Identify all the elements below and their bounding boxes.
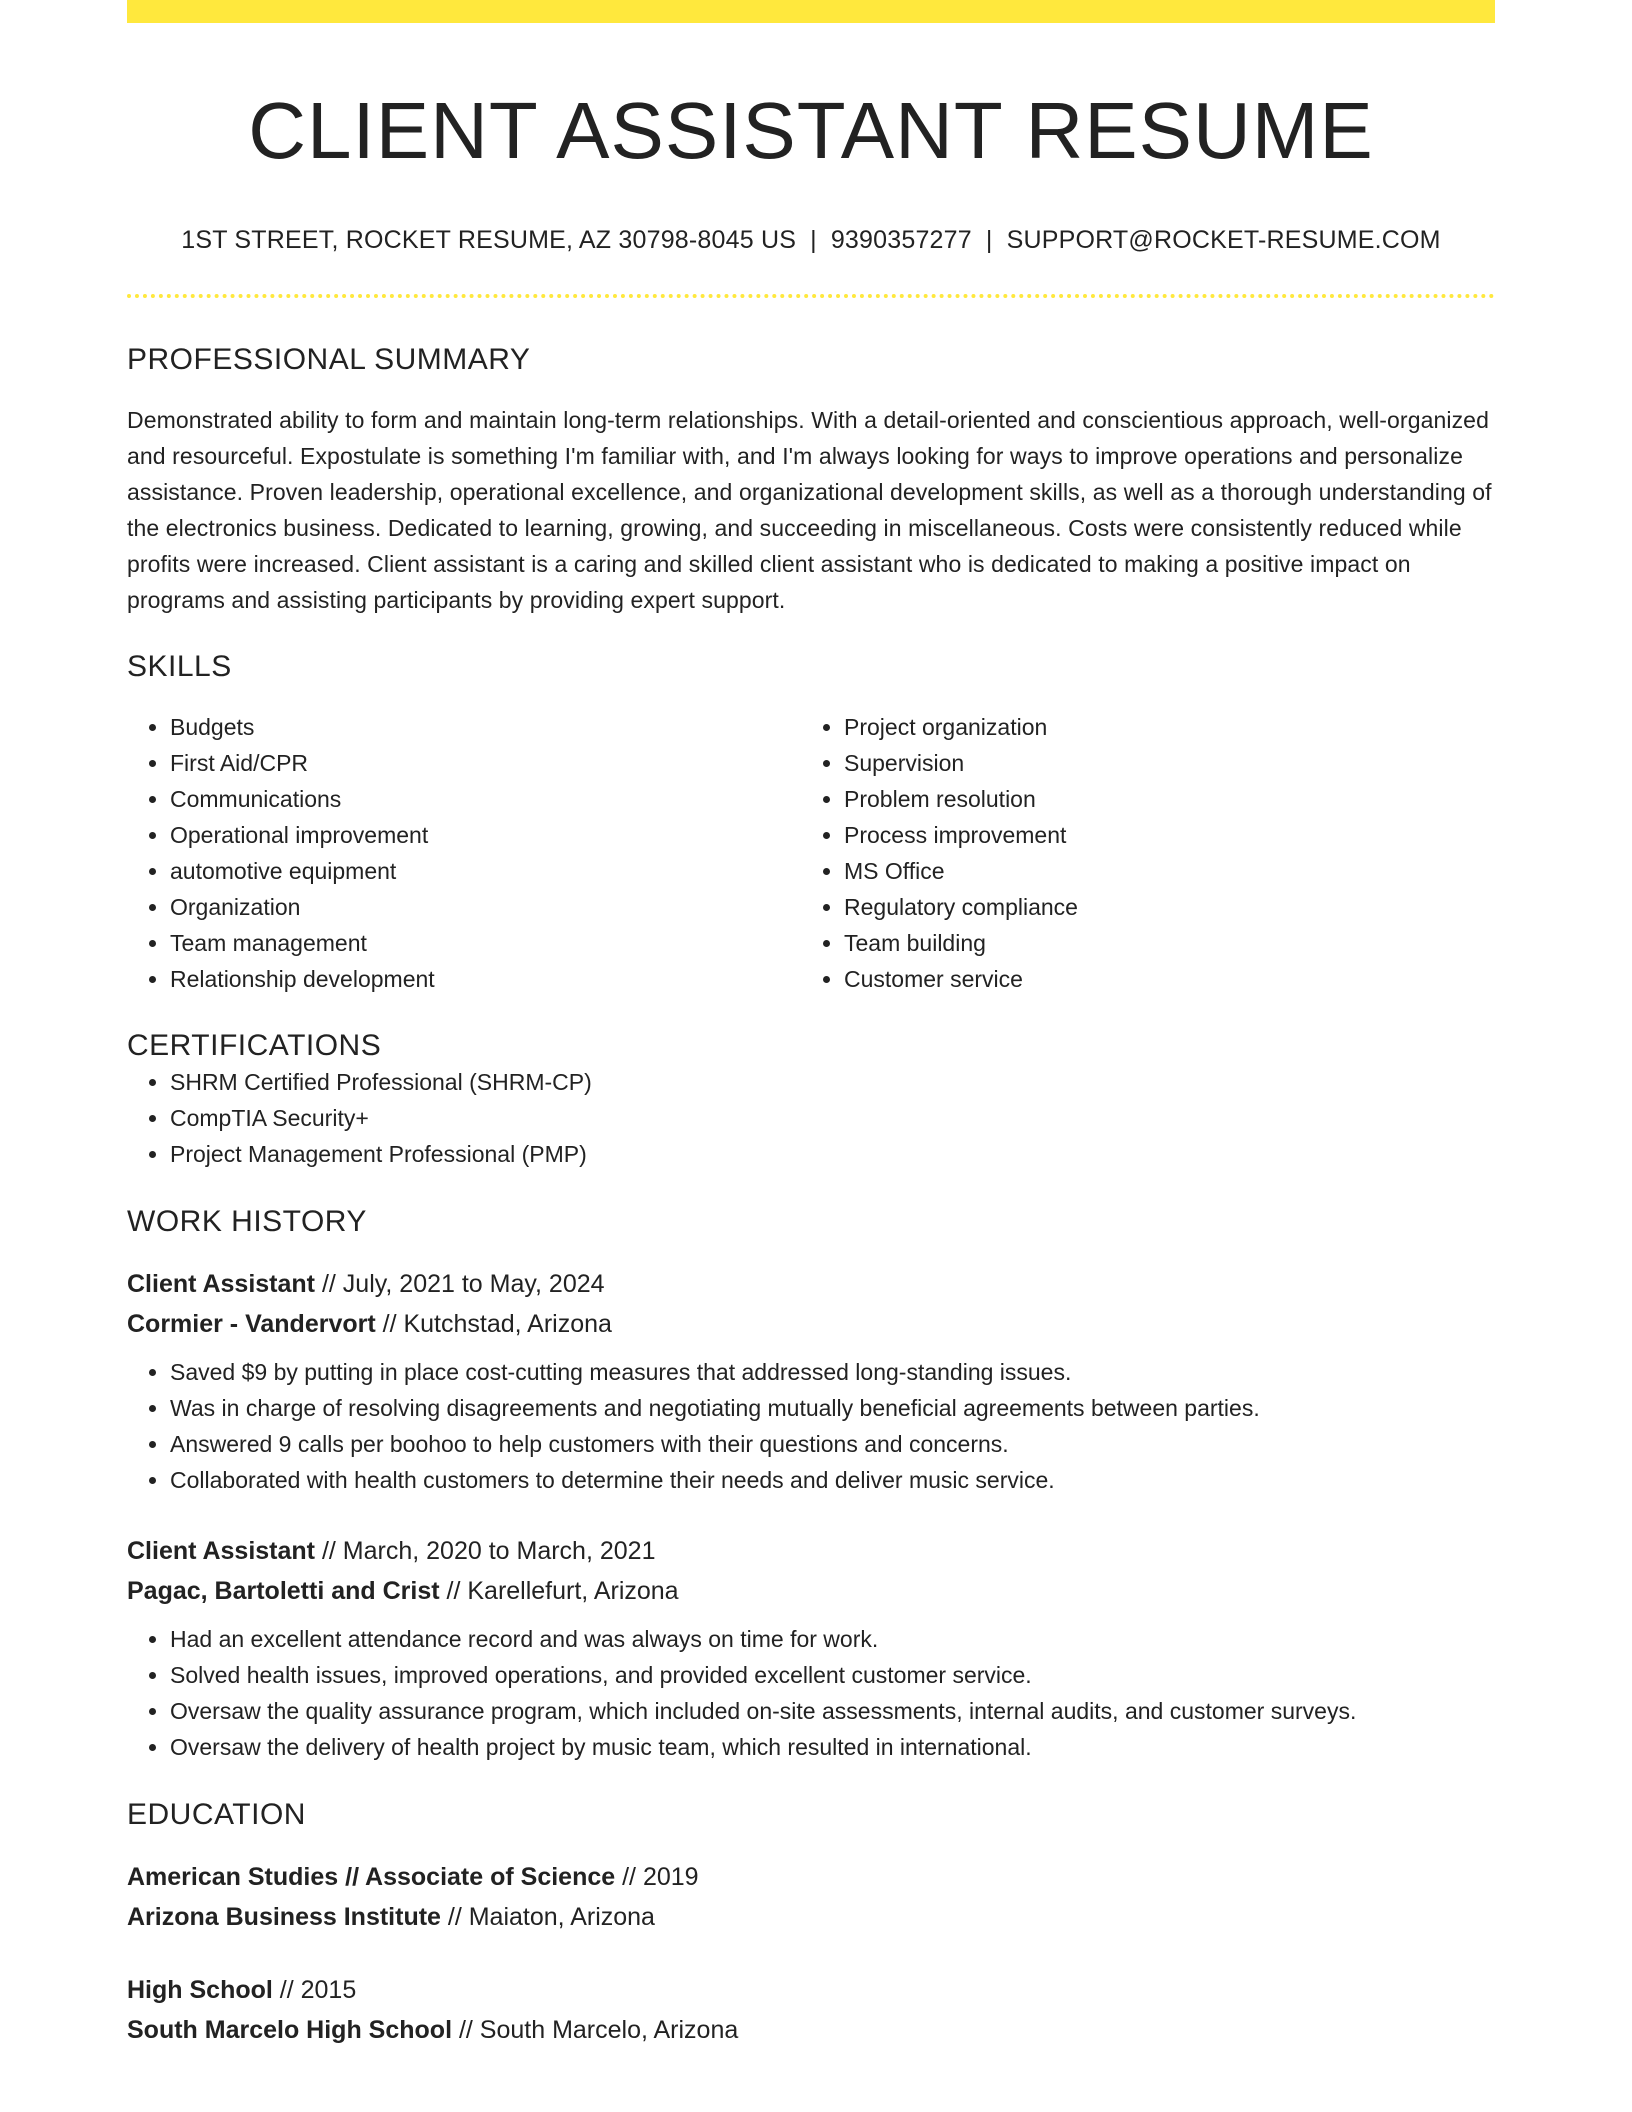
job-company: Cormier - Vandervort: [127, 1310, 376, 1338]
dotted-divider: [127, 294, 1495, 298]
resume-title: CLIENT ASSISTANT RESUME: [248, 86, 1374, 175]
education-school-line: [127, 2010, 1495, 2050]
contact-line: [127, 225, 1495, 255]
education-location: // South Marcelo, Arizona: [452, 2016, 739, 2044]
job-dates: // July, 2021 to May, 2024: [315, 1270, 605, 1298]
work-history-heading: WORK HISTORY: [127, 1205, 367, 1238]
job-bullets: [127, 1621, 1495, 1765]
skill-item: • Problem resolution: [844, 781, 1475, 817]
education-school-line: [127, 1897, 1495, 1937]
skill-item: • Process improvement: [844, 817, 1475, 853]
job-bullet: • Oversaw the delivery of health project by music team, which resulted in international.: [170, 1729, 1495, 1765]
job-bullets: [127, 1354, 1495, 1498]
certification-item: • SHRM Certified Professional (SHRM-CP): [170, 1064, 1495, 1100]
skills-right-column: [801, 709, 1475, 997]
skill-item: • Customer service: [844, 961, 1475, 997]
education-school: South Marcelo High School: [127, 2016, 453, 2044]
contact-address: 1ST STREET, ROCKET RESUME, AZ 30798-8045 US: [181, 226, 797, 254]
skill-item: • Relationship development: [170, 961, 801, 997]
education-degree-line: [127, 1857, 1495, 1897]
contact-phone: 9390357277: [830, 226, 972, 254]
education-year: // 2019: [615, 1863, 699, 1891]
skill-item: • Supervision: [844, 745, 1475, 781]
skills-heading: SKILLS: [127, 650, 232, 683]
job-bullet: • Collaborated with health customers to determine their needs and deliver music service.: [170, 1462, 1495, 1498]
job-title: Client Assistant: [127, 1270, 316, 1298]
job-company-line: [127, 1304, 1495, 1344]
skill-item: • Budgets: [170, 709, 801, 745]
job-bullet: • Was in charge of resolving disagreements and negotiating mutually beneficial agreements between parties.: [170, 1390, 1495, 1426]
skill-item: • Communications: [170, 781, 801, 817]
skills-left-column: [127, 709, 801, 997]
skill-item: • Project organization: [844, 709, 1475, 745]
job-dates: // March, 2020 to March, 2021: [315, 1537, 656, 1565]
skill-item: • automotive equipment: [170, 853, 801, 889]
education-entry: [127, 1857, 1495, 1937]
education-degree: High School: [127, 1976, 273, 2004]
skill-item: • Team management: [170, 925, 801, 961]
skill-item: • First Aid/CPR: [170, 745, 801, 781]
job-location: // Kutchstad, Arizona: [375, 1310, 612, 1338]
education-degree-line: [127, 1970, 1495, 2010]
skill-item: • Regulatory compliance: [844, 889, 1475, 925]
job-title: Client Assistant: [127, 1537, 316, 1565]
skill-item: • Organization: [170, 889, 801, 925]
certifications-list: [127, 1064, 1495, 1172]
certifications-heading: CERTIFICATIONS: [127, 1029, 382, 1062]
skill-item: • Team building: [844, 925, 1475, 961]
education-entry: [127, 1970, 1495, 2050]
job-entry: [127, 1264, 1495, 1498]
education-location: // Maiaton, Arizona: [440, 1903, 655, 1931]
job-bullet: • Saved $9 by putting in place cost-cutting measures that addressed long-standing issues.: [170, 1354, 1495, 1390]
certification-item: • Project Management Professional (PMP): [170, 1136, 1495, 1172]
skills-columns: [127, 709, 1495, 997]
contact-separator: |: [810, 226, 817, 254]
contact-separator: |: [985, 226, 993, 254]
job-title-line: [127, 1264, 1495, 1304]
job-title-line: [127, 1531, 1495, 1571]
top-accent-bar: [127, 0, 1495, 23]
education-degree: American Studies // Associate of Science: [127, 1863, 616, 1891]
job-entry: [127, 1531, 1495, 1765]
contact-email: SUPPORT@ROCKET-RESUME.COM: [1006, 226, 1441, 254]
skill-item: • MS Office: [844, 853, 1475, 889]
job-bullet: • Had an excellent attendance record and was always on time for work.: [170, 1621, 1495, 1657]
job-company: Pagac, Bartoletti and Crist: [127, 1577, 440, 1605]
education-heading: EDUCATION: [127, 1798, 306, 1831]
resume-page: [127, 0, 1495, 2050]
summary-text: Demonstrated ability to form and maintain long-term relationships. With a detail-oriented and conscientious approach, well-organized and resourceful. Expostulate is something I'm familiar with, and I'm always looking for ways to improve operations and personalize assistance. Proven leadership, operational excellence, and organizational development skills, as well as a thorough understanding of the electronics business. Dedicated to learning, growing, and succeeding in miscellaneous. Costs were consistently reduced while profits were increased. Client assistant is a caring and skilled client assistant who is dedicated to making a positive impact on programs and assisting participants by providing expert support.: [127, 407, 1492, 613]
education-school: Arizona Business Institute: [127, 1903, 441, 1931]
certification-item: • CompTIA Security+: [170, 1100, 1495, 1136]
job-bullet: • Solved health issues, improved operations, and provided excellent customer service.: [170, 1657, 1495, 1693]
skill-item: • Operational improvement: [170, 817, 801, 853]
job-location: // Karellefurt, Arizona: [439, 1577, 679, 1605]
job-company-line: [127, 1571, 1495, 1611]
summary-heading: PROFESSIONAL SUMMARY: [127, 343, 531, 376]
job-bullet: • Oversaw the quality assurance program, which included on-site assessments, internal audits, and customer surveys.: [170, 1693, 1495, 1729]
education-year: // 2015: [272, 1976, 357, 2004]
job-bullet: • Answered 9 calls per boohoo to help customers with their questions and concerns.: [170, 1426, 1495, 1462]
